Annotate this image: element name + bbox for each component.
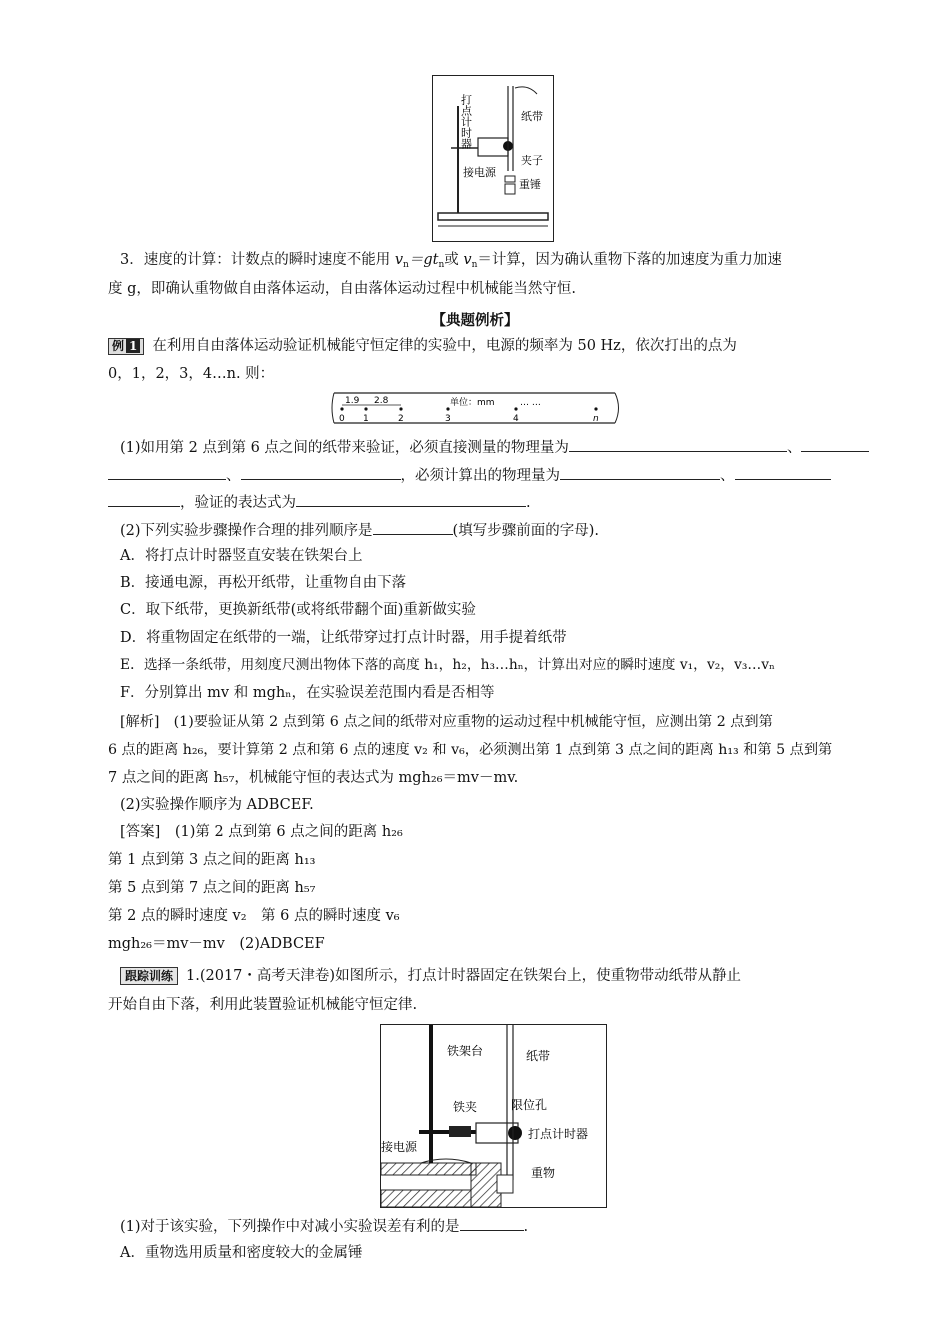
answer-line1: [答案] (1)第 2 点到第 6 点之间的距离 h₂₆ [120,824,403,840]
q1-line2: 、 ，必须计算出的物理量为 、 [108,465,831,486]
fig2-label-timer: 打点计时器 [528,1127,589,1141]
fig1-label-timer: 打点计时器 [459,94,473,149]
tape-t2: 2 [398,414,404,424]
example1-line1: 例 1 在利用自由落体运动验证机械能守恒定律的实验中，电源的频率为 50 Hz，依次打出的点为 [108,336,737,356]
example1-line2: 0，1，2，3，4…n. 则： [108,366,275,382]
answer-line5: mgh₂₆＝mv－mv (2)ADBCEF [108,936,325,952]
option-d: D．将重物固定在纸带的一端，让纸带穿过打点计时器，用手提着纸带 [120,630,567,646]
followup-q1: (1)对于该实验，下列操作中对减小实验误差有利的是 . [120,1216,528,1237]
answer-line4: 第 2 点的瞬时速度 v₂ 第 6 点的瞬时速度 v₆ [108,908,400,924]
option-b: B．接通电源，再松开纸带，让重物自由下落 [120,575,407,591]
tape-tn: n [593,414,599,424]
apparatus-figure-2 [380,1024,607,1208]
option-e: E．选择一条纸带，用刻度尺测出物体下落的高度 h₁，h₂，h₃…hₙ，计算出对应的瞬时速度 v₁，v₂，v₃…vₙ [120,657,775,673]
tape-unit: 单位：mm [450,398,495,408]
section-heading: 【典题例析】 [431,312,519,329]
tape-dots: … … [520,398,541,408]
tape-d2: 2.8 [374,396,389,406]
analysis-line4: (2)实验操作顺序为 ADBCEF. [120,797,314,813]
fig1-label-tape: 纸带 [521,110,543,123]
q1-line3: ，验证的表达式为 . [108,492,531,513]
followup-option-a: A．重物选用质量和密度较大的金属锤 [120,1245,363,1261]
tape-t1: 1 [363,414,369,424]
analysis-line2: 6 点的距离 h₂₆，要计算第 2 点和第 6 点的速度 v₂ 和 v₆，必须测出第 1 点到第 3 点之间的距离 h₁₃ 和第 5 点到第 [108,742,833,758]
fig2-label-weight: 重物 [531,1166,556,1180]
followup-line1: 跟踪训练 1.(2017・高考天津卷)如图所示，打点计时器固定在铁架台上，使重物带动纸带从静止 [120,966,741,986]
analysis-line3: 7 点之间的距离 h₅₇，机械能守恒的表达式为 mgh₂₆＝mv－mv. [108,770,519,786]
fig2-label-hole: 限位孔 [511,1098,548,1112]
followup-line2: 开始自由下落，利用此装置验证机械能守恒定律. [108,997,418,1013]
apparatus-drawing-1 [433,76,553,241]
q1-line1: (1)如用第 2 点到第 6 点之间的纸带来验证，必须直接测量的物理量为 、 [120,437,869,458]
option-c: C．取下纸带，更换新纸带(或将纸带翻个面)重新做实验 [120,602,476,618]
section3-line1: 3．速度的计算：计数点的瞬时速度不能用 $v_n=gt_n$或 $v_n=$计算，因为确认重物下落的加速度为重力加速 [120,252,782,270]
fig2-label-stand: 铁架台 [447,1044,484,1058]
followup-badge: 跟踪训练 [120,967,178,985]
tape-t4: 4 [513,414,519,424]
apparatus-drawing-2 [381,1025,606,1207]
analysis-line1: [解析] (1)要验证从第 2 点到第 6 点之间的纸带对应重物的运动过程中机械能守恒，应测出第 2 点到第 [120,714,773,730]
option-f: F．分别算出 mv 和 mghₙ，在实验误差范围内看是否相等 [120,685,495,701]
section3-line2: 度 g，即确认重物做自由落体运动，自由落体运动过程中机械能当然守恒. [108,281,576,297]
option-a: A．将打点计时器竖直安装在铁架台上 [120,548,363,564]
fig1-label-clip: 夹子 [521,154,543,167]
q2-line: (2)下列实验步骤操作合理的排列顺序是 (填写步骤前面的字母). [120,520,599,541]
answer-line3: 第 5 点到第 7 点之间的距离 h₅₇ [108,880,316,896]
fig1-label-weight: 重锤 [519,178,541,191]
tape-d1: 1.9 [345,396,360,406]
tape-figure [330,391,625,427]
tape-t0: 0 [339,414,345,424]
fig2-label-clamp: 铁夹 [453,1100,478,1114]
tape-t3: 3 [445,414,451,424]
fig1-label-power: 接电源 [463,166,496,179]
fig2-label-power: 接电源 [381,1140,418,1154]
example-badge: 例 1 [108,338,144,355]
apparatus-figure-1 [432,75,554,242]
fig2-label-tape: 纸带 [526,1049,551,1063]
answer-line2: 第 1 点到第 3 点之间的距离 h₁₃ [108,852,316,868]
